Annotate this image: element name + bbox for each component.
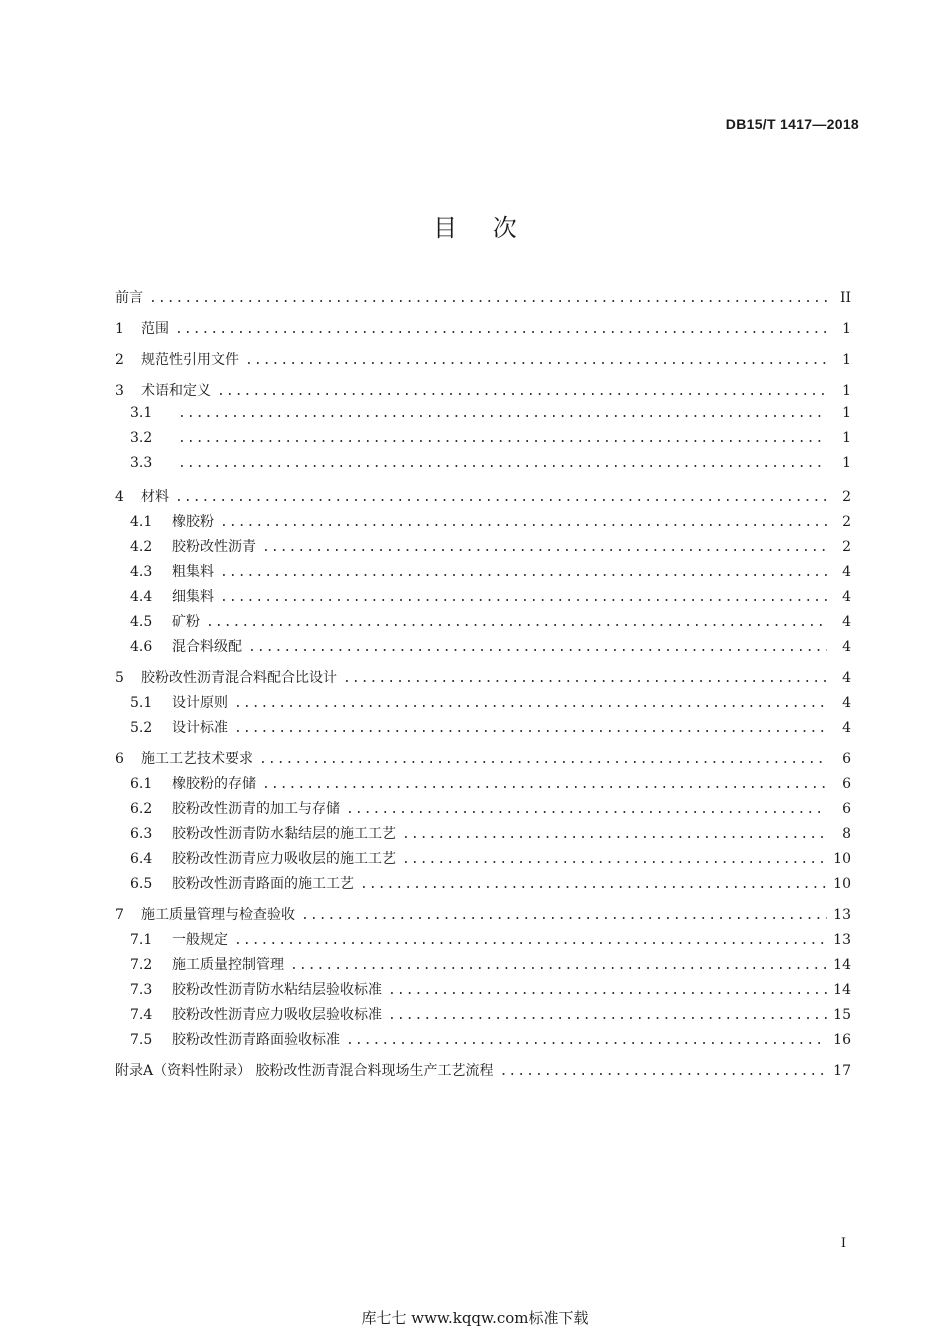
toc-entry[interactable] — [115, 486, 851, 511]
toc-entry-number: 4.3 — [130, 564, 153, 580]
toc-entry-label: 胶粉改性沥青路面验收标准 — [172, 1032, 340, 1048]
toc-entry-number: 2 — [115, 352, 124, 368]
standard-code: DB15/T 1417—2018 — [725, 116, 859, 132]
toc-entry-number: 3.3 — [130, 455, 153, 471]
table-of-contents — [115, 287, 851, 1091]
toc-entry-number: 4.6 — [130, 639, 153, 655]
toc-entry-page: 14 — [833, 957, 851, 973]
toc-leader-dots — [248, 640, 827, 655]
toc-entry[interactable] — [115, 904, 851, 929]
toc-entry-label: 施工质量控制管理 — [172, 957, 284, 973]
toc-entry-page: 4 — [842, 564, 851, 580]
page-title: 目 次 — [433, 214, 531, 242]
toc-leader-dots — [343, 671, 827, 686]
toc-entry[interactable] — [115, 773, 851, 798]
toc-leader-dots — [220, 565, 827, 580]
toc-entry-label: 范围 — [141, 321, 169, 337]
toc-entry-number: 6.1 — [130, 776, 153, 792]
toc-entry[interactable] — [115, 798, 851, 823]
toc-entry-number: 7 — [115, 907, 124, 923]
toc-leader-dots — [259, 752, 827, 767]
toc-entry-page: 10 — [833, 851, 851, 867]
toc-entry-page: 1 — [842, 321, 851, 337]
toc-entry-page: 6 — [842, 801, 851, 817]
toc-entry-label: 材料 — [141, 489, 169, 505]
toc-leader-dots — [301, 908, 827, 923]
toc-leader-dots — [402, 852, 827, 867]
toc-entry[interactable] — [115, 430, 851, 455]
toc-entry[interactable] — [115, 873, 851, 904]
toc-entry-number: 7.2 — [130, 957, 153, 973]
toc-entry[interactable] — [115, 561, 851, 586]
toc-entry-page: 16 — [833, 1032, 851, 1048]
toc-entry-label: 矿粉 — [172, 614, 200, 630]
toc-entry-page: 13 — [833, 907, 851, 923]
toc-entry-number: 4.4 — [130, 589, 153, 605]
toc-entry-number: 3.1 — [130, 405, 153, 421]
toc-entry[interactable] — [115, 536, 851, 561]
toc-entry-number: 6.5 — [130, 876, 153, 892]
toc-leader-dots — [149, 291, 827, 306]
toc-entry-page: 13 — [833, 932, 851, 948]
toc-entry[interactable] — [115, 748, 851, 773]
toc-entry-page: 6 — [842, 776, 851, 792]
footer-watermark: 库七七 www.kqqw.com标准下载 — [361, 1309, 589, 1327]
toc-entry[interactable] — [115, 318, 851, 349]
toc-entry-label: 胶粉改性沥青路面的施工工艺 — [172, 876, 354, 892]
toc-leader-dots — [178, 431, 827, 446]
toc-leader-dots — [220, 590, 827, 605]
toc-leader-dots — [290, 958, 827, 973]
toc-entry-label: 规范性引用文件 — [141, 352, 239, 368]
toc-leader-dots — [178, 406, 827, 421]
toc-entry-page: II — [839, 290, 851, 306]
toc-entry[interactable] — [115, 636, 851, 667]
toc-entry-label: 橡胶粉的存储 — [172, 776, 256, 792]
toc-entry-page: 4 — [842, 589, 851, 605]
toc-leader-dots — [388, 1008, 827, 1023]
toc-leader-dots — [234, 933, 827, 948]
toc-entry-label: 胶粉改性沥青混合料配合比设计 — [141, 670, 337, 686]
toc-entry-page: 4 — [842, 614, 851, 630]
toc-entry-number: 3.2 — [130, 430, 153, 446]
toc-entry-label: 术语和定义 — [141, 383, 211, 399]
toc-entry-page: 1 — [842, 455, 851, 471]
toc-leader-dots — [217, 384, 827, 399]
toc-entry-number: 5.1 — [130, 695, 153, 711]
toc-entry[interactable] — [115, 1029, 851, 1060]
toc-leader-dots — [346, 1033, 827, 1048]
toc-entry-label: 施工质量管理与检查验收 — [141, 907, 295, 923]
toc-leader-dots — [402, 827, 827, 842]
toc-entry-number: 7.1 — [130, 932, 153, 948]
toc-entry-number: 4 — [115, 489, 124, 505]
toc-entry-label: 胶粉改性沥青的加工与存储 — [172, 801, 340, 817]
toc-entry[interactable] — [115, 405, 851, 430]
toc-leader-dots — [500, 1064, 827, 1079]
toc-entry-label: 设计原则 — [172, 695, 228, 711]
toc-entry-number: 4.2 — [130, 539, 153, 555]
page-number: I — [840, 1236, 846, 1251]
toc-entry-label: 细集料 — [172, 589, 214, 605]
toc-entry-label: 胶粉改性沥青应力吸收层的施工工艺 — [172, 851, 396, 867]
toc-entry-page: 4 — [842, 720, 851, 736]
toc-entry-label: 设计标准 — [172, 720, 228, 736]
toc-entry-number: 1 — [115, 321, 124, 337]
toc-leader-dots — [175, 322, 827, 337]
toc-entry-label: 胶粉改性沥青应力吸收层验收标准 — [172, 1007, 382, 1023]
toc-entry-page: 1 — [842, 405, 851, 421]
toc-entry-page: 4 — [842, 670, 851, 686]
toc-entry-page: 1 — [842, 383, 851, 399]
toc-entry-number: 3 — [115, 383, 124, 399]
toc-entry-page: 2 — [842, 489, 851, 505]
toc-entry-page: 14 — [833, 982, 851, 998]
toc-entry-number: 5.2 — [130, 720, 153, 736]
toc-entry-label: 一般规定 — [172, 932, 228, 948]
toc-entry-page: 2 — [842, 514, 851, 530]
toc-leader-dots — [262, 540, 827, 555]
toc-entry-page: 8 — [842, 826, 851, 842]
toc-entry[interactable] — [115, 692, 851, 717]
toc-entry-page: 4 — [842, 695, 851, 711]
toc-entry-number: 6 — [115, 751, 124, 767]
toc-entry-page: 4 — [842, 639, 851, 655]
toc-entry[interactable] — [115, 287, 851, 318]
toc-entry[interactable] — [115, 929, 851, 954]
toc-entry[interactable] — [115, 611, 851, 636]
toc-leader-dots — [262, 777, 827, 792]
toc-leader-dots — [220, 515, 827, 530]
toc-entry-label: 混合料级配 — [172, 639, 242, 655]
toc-entry[interactable] — [115, 511, 851, 536]
toc-entry-page: 17 — [833, 1063, 851, 1079]
toc-entry-page: 1 — [842, 430, 851, 446]
toc-leader-dots — [175, 490, 827, 505]
toc-leader-dots — [388, 983, 827, 998]
toc-entry[interactable] — [115, 380, 851, 405]
toc-entry[interactable] — [115, 823, 851, 848]
toc-entry-number: 6.3 — [130, 826, 153, 842]
toc-entry[interactable] — [115, 979, 851, 1004]
toc-leader-dots — [346, 802, 827, 817]
toc-leader-dots — [178, 456, 827, 471]
toc-entry-number: 4.1 — [130, 514, 153, 530]
toc-entry-page: 10 — [833, 876, 851, 892]
toc-entry-label: 胶粉改性沥青防水黏结层的施工工艺 — [172, 826, 396, 842]
toc-entry[interactable] — [115, 1060, 851, 1091]
toc-entry-number: 7.3 — [130, 982, 153, 998]
toc-entry-label: 胶粉改性沥青防水粘结层验收标准 — [172, 982, 382, 998]
toc-leader-dots — [360, 877, 827, 892]
toc-entry[interactable] — [115, 954, 851, 979]
toc-entry-label: 胶粉改性沥青 — [172, 539, 256, 555]
toc-leader-dots — [206, 615, 827, 630]
toc-entry-page: 15 — [833, 1007, 851, 1023]
toc-entry[interactable] — [115, 848, 851, 873]
toc-entry-number: 7.5 — [130, 1032, 153, 1048]
toc-entry[interactable] — [115, 1004, 851, 1029]
toc-entry-number: 6.2 — [130, 801, 153, 817]
toc-entry-label: 前言 — [115, 290, 143, 306]
toc-entry-page: 1 — [842, 352, 851, 368]
toc-entry-label: 附录A（资料性附录） 胶粉改性沥青混合料现场生产工艺流程 — [115, 1063, 494, 1079]
toc-entry-label: 施工工艺技术要求 — [141, 751, 253, 767]
toc-entry-label: 橡胶粉 — [172, 514, 214, 530]
toc-entry[interactable] — [115, 455, 851, 486]
toc-entry-number: 4.5 — [130, 614, 153, 630]
toc-entry-number: 7.4 — [130, 1007, 153, 1023]
toc-leader-dots — [245, 353, 827, 368]
toc-leader-dots — [234, 721, 827, 736]
toc-entry-number: 6.4 — [130, 851, 153, 867]
toc-entry-page: 2 — [842, 539, 851, 555]
toc-entry-label: 粗集料 — [172, 564, 214, 580]
toc-entry[interactable] — [115, 586, 851, 611]
toc-entry[interactable] — [115, 349, 851, 380]
toc-entry-number: 5 — [115, 670, 124, 686]
toc-entry-page: 6 — [842, 751, 851, 767]
toc-entry[interactable] — [115, 717, 851, 748]
toc-leader-dots — [234, 696, 827, 711]
toc-entry[interactable] — [115, 667, 851, 692]
